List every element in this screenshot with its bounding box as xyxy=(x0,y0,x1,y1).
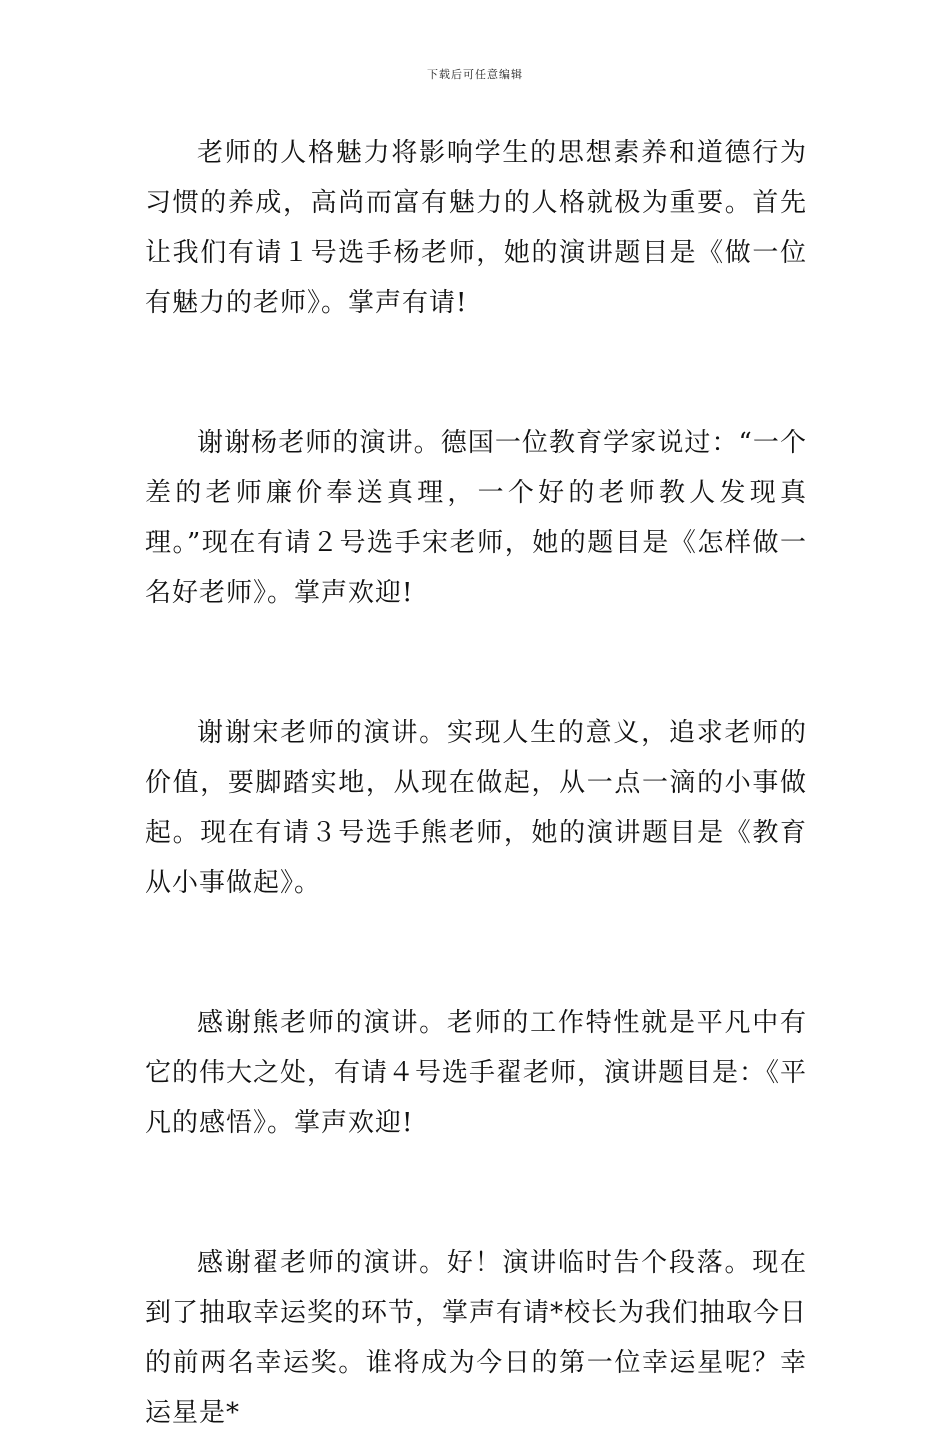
paragraph: 谢谢杨老师的演讲。德国一位教育学家说过：“一个差的老师廉价奉送真理，一个好的老师教人发现真理。”现在有请２号选手宋老师，她的题目是《怎样做一名好老师》。掌声欢迎! xyxy=(145,428,807,608)
paragraph: 感谢翟老师的演讲。好！演讲临时告个段落。现在到了抽取幸运奖的环节，掌声有请*校长为我们抽取今日的前两名幸运奖。谁将成为今日的第一位幸运星呢？幸运星是* xyxy=(145,1248,808,1428)
paragraph: 谢谢宋老师的演讲。实现人生的意义，追求老师的价值，要脚踏实地，从现在做起，从一点一滴的小事做起。现在有请３号选手熊老师，她的演讲题目是《教育从小事做起》。 xyxy=(145,718,807,898)
paragraph: 感谢熊老师的演讲。老师的工作特性就是平凡中有它的伟大之处，有请４号选手翟老师，演讲题目是：《平凡的感悟》。掌声欢迎! xyxy=(145,1008,808,1138)
page-header-note: 下载后可任意编辑 xyxy=(427,68,523,81)
document-body xyxy=(145,128,807,1438)
paragraph: 老师的人格魅力将影响学生的思想素养和道德行为习惯的养成，高尚而富有魅力的人格就极为重要。首先让我们有请１号选手杨老师，她的演讲题目是《做一位有魅力的老师》。掌声有请! xyxy=(145,138,807,318)
